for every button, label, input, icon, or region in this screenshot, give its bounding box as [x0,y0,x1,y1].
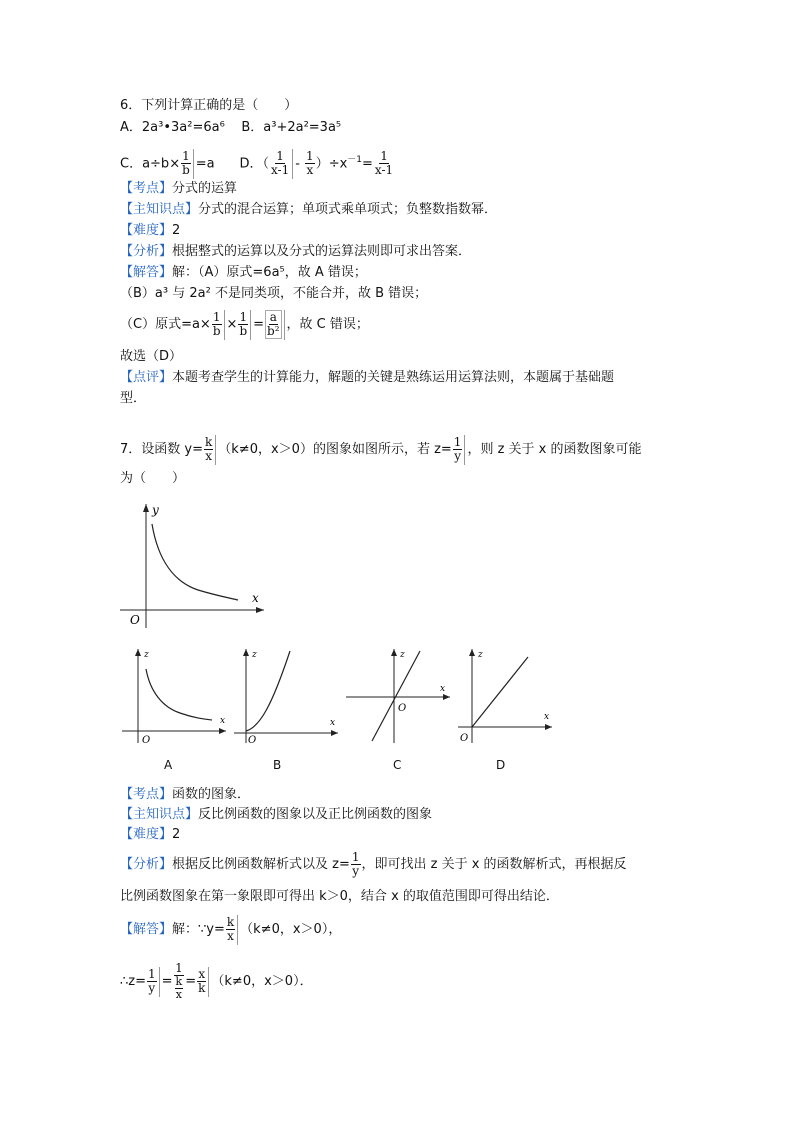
q6-option-d-frac2: $\frac{1}{x}$ [306,149,314,178]
svg-text:z: z [144,650,149,660]
svg-text:O: O [130,613,140,627]
svg-text:O: O [460,733,469,744]
q7-stem-2: 为（ ） [120,471,186,486]
q6-nandu: 【难度】2 [120,223,181,238]
q6-dianping: 【点评】本题考查学生的计算能力，解题的关键是熟练运用运算法则，本题属于基础题 [120,370,615,385]
q6-kaodian: 【考点】分式的运算 [120,181,238,196]
q7-kaodian: 【考点】函数的图象． [120,787,251,802]
q7-caption-c: C [393,758,402,772]
q6-option-c-pre: C．a÷b× [120,156,181,172]
q6-option-b: B．a³+2a²=3a⁵ [241,120,342,135]
q6-gu: 故选（D） [120,349,183,364]
svg-text:x: x [252,591,259,605]
q6-option-a: A．2a³•3a²=6a⁶ [120,120,225,135]
q6-stem: 6．下列计算正确的是（ ） [120,98,298,113]
q7-zhuzhi: 【主知识点】反比例函数的图象以及正比例函数的图象 [120,807,433,822]
svg-text:O: O [142,735,151,745]
q6-options-ab [120,119,341,137]
svg-text:x: x [544,712,550,722]
q6-option-d-frac3: $\frac{1}{x-1}$ [374,149,394,178]
svg-text:O: O [398,703,407,714]
q6-jieda-c: （C）原式=a× $\frac{1}{b}$ × $\frac{1}{b}$ = $\frac{a}{\text{b²}}$ ，故 C 错误； [120,310,369,338]
svg-text:z: z [478,650,483,660]
q6-zhuzhi: 【主知识点】分式的混合运算；单项式乘单项式；负整数指数幂． [120,202,498,217]
svg-text:z: z [400,650,405,660]
q7-option-b-graph [232,645,342,745]
svg-text:z: z [252,650,257,660]
q6-fenxi: 【分析】根据整式的运算以及分式的运算法则即可求出答案． [120,244,472,259]
q7-main-graph [118,500,268,630]
q6-option-d-label: D．（ [239,156,269,172]
q7-stem: 7．设函数 y= $\frac{k}{x}$ （k≠0，x＞0）的图象如图所示，若 z= $\frac{1}{y}$ ，则 z 关于 x 的函数图象可能 [120,435,642,463]
q7-caption-a: A [164,758,173,772]
svg-text:x: x [440,684,446,694]
q6-option-c-post: =a [195,156,215,172]
q7-last-line: ∴z= $\frac{1}{y}$ = $\frac{1}{\frac{k}{x}}$ = $\frac{x}{k}$ （k≠0，x＞0）． [120,961,313,1001]
svg-text:x: x [330,718,336,728]
q7-option-c-graph [344,645,454,745]
q7-jieda: 【解答】解：∵y= $\frac{k}{x}$ （k≠0，x＞0）， [120,915,342,943]
q6-options-cd: C．a÷b× $\frac{1}{b}$ =a D．（ $\frac{1}{x-1}$ - $\frac{1}{x}$ ）$\div x^{-1}=$ $\frac{1}{x-1}$ [120,149,394,178]
svg-text:O: O [248,735,257,745]
q6-option-c-frac: $\frac{1}{b}$ [182,149,190,178]
svg-text:y: y [152,503,159,517]
q7-caption-d: D [496,758,506,772]
q6-jieda-b: （B）a³ 与 2a² 不是同类项，不能合并，故 B 错误； [120,286,428,301]
q6-jieda: 【解答】解：（A）原式=6a⁵，故 A 错误； [120,265,367,280]
svg-text:x: x [220,716,226,726]
q7-option-a-graph [120,645,230,745]
q6-option-d-frac1: $\frac{1}{x-1}$ [270,149,290,178]
q7-nandu: 【难度】2 [120,827,181,842]
q7-fenxi-2: 比例函数图象在第一象限即可得出 k＞0，结合 x 的取值范围即可得出结论． [120,889,559,904]
q7-option-d-graph [456,645,556,745]
q7-fenxi: 【分析】根据反比例函数解析式以及 z= $\frac{1}{y}$ ，即可找出 z 关于 x 的函数解析式，再根据反 [120,850,627,878]
q6-dianping-2: 型． [120,391,147,406]
q7-caption-b: B [273,758,282,772]
